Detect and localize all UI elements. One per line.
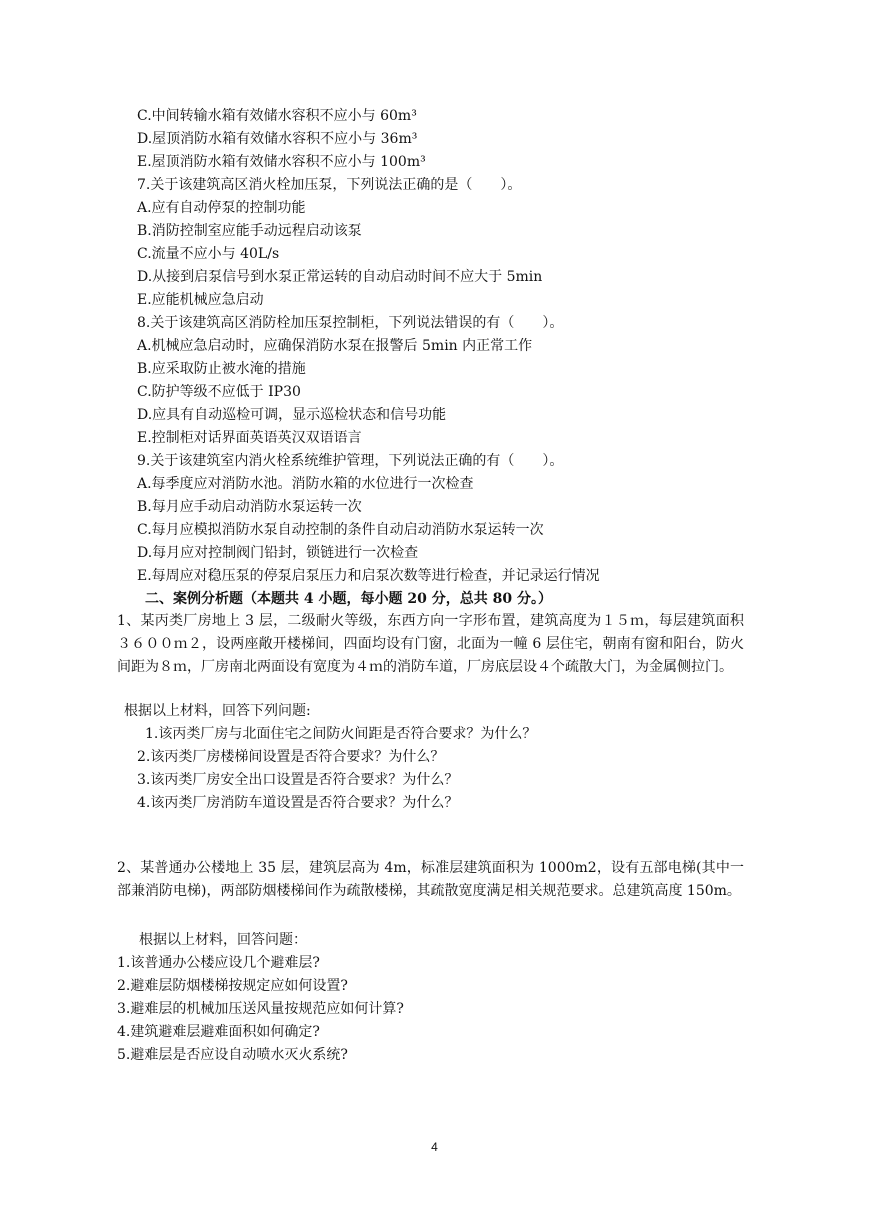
option-line: B.消防控制室应能手动远程启动该泵 [137, 223, 362, 239]
option-line: C.中间转输水箱有效储水容积不应小与 60m³ [137, 108, 417, 124]
case1-prompt: 根据以上材料，回答下列问题: [124, 703, 311, 719]
case2-question: 5.避难层是否应设自动喷水灭火系统? [117, 1047, 348, 1063]
option-line: E.控制柜对话界面英语英汉双语语言 [137, 430, 362, 446]
option-line: C.每月应模拟消防水泵自动控制的条件自动启动消防水泵运转一次 [137, 522, 544, 538]
case1-question: 2.该丙类厂房楼梯间设置是否符合要求？为什么？ [137, 749, 445, 765]
question-line: 8.关于该建筑高区消防栓加压泵控制柜，下列说法错误的有（ ）。 [137, 315, 564, 331]
question-line: 9.关于该建筑室内消火栓系统维护管理，下列说法正确的有（ ）。 [137, 453, 564, 469]
option-line: D.应具有自动巡检可调，显示巡检状态和信号功能 [137, 407, 447, 423]
case2-question: 1.该普通办公楼应设几个避难层? [117, 955, 320, 971]
case1-question: 3.该丙类厂房安全出口设置是否符合要求？为什么？ [137, 772, 459, 788]
case1-text: 1、某丙类厂房地上 3 层，二级耐火等级，东西方向一字形布置，建筑高度为１５ｍ，每层建筑面积３６００ｍ２，设两座敞开楼梯间，四面均设有门窗，北面为一幢 6 层住宅，朝南有窗和阳台，防火间距为８ｍ，厂房南北两面设有宽度为４ｍ的消防车道，厂房底层设４个疏散大门，为金属侧拉门。 [117, 613, 744, 675]
option-line: D.每月应对控制阀门铅封，锁链进行一次检查 [137, 545, 419, 561]
option-line: D.屋顶消防水箱有效储水容积不应小与 36m³ [137, 131, 418, 147]
option-line: A.机械应急启动时，应确保消防水泵在报警后 5min 内正常工作 [137, 338, 533, 354]
option-line: E.每周应对稳压泵的停泵启泵压力和启泵次数等进行检查，并记录运行情况 [137, 568, 600, 584]
case2-question: 3.避难层的机械加压送风量按规范应如何计算? [117, 1001, 404, 1017]
case1-question: 4.该丙类厂房消防车道设置是否符合要求？为什么？ [137, 795, 459, 811]
question-line: 7.关于该建筑高区消火栓加压泵，下列说法正确的是（ ）。 [137, 177, 522, 193]
case1-question: 1.该丙类厂房与北面住宅之间防火间距是否符合要求？为什么？ [145, 726, 537, 742]
option-line: C.流量不应小与 40L/s [137, 246, 280, 262]
option-line: D.从接到启泵信号到水泵正常运转的自动启动时间不应大于 5min [137, 269, 543, 285]
option-line: E.屋顶消防水箱有效储水容积不应小与 100m³ [137, 154, 426, 170]
case2-prompt: 根据以上材料，回答问题： [139, 932, 307, 948]
page-number: 4 [431, 1140, 438, 1154]
option-line: B.每月应手动启动消防水泵运转一次 [137, 499, 362, 515]
option-line: E.应能机械应急启动 [137, 292, 264, 308]
option-line: A.每季度应对消防水池。消防水箱的水位进行一次检查 [137, 476, 474, 492]
option-line: C.防护等级不应低于 IP30 [137, 384, 301, 400]
case2-question: 2.避难层防烟楼梯按规定应如何设置? [117, 978, 348, 994]
case2-text: 2、某普通办公楼地上 35 层，建筑层高为 4m，标准层建筑面积为 1000m2，设有五部电梯(其中一部兼消防电梯)，两部防烟楼梯间作为疏散楼梯，其疏散宽度满足相关规范要求。总建筑高度 150m。 [117, 860, 744, 899]
option-line: A.应有自动停泵的控制功能 [137, 200, 306, 216]
option-line: B.应采取防止被水淹的措施 [137, 361, 306, 377]
case2-question: 4.建筑避难层避难面积如何确定? [117, 1024, 320, 1040]
section-heading: 二、案例分析题（本题共 4 小题，每小题 20 分，总共 80 分。） [145, 591, 552, 607]
